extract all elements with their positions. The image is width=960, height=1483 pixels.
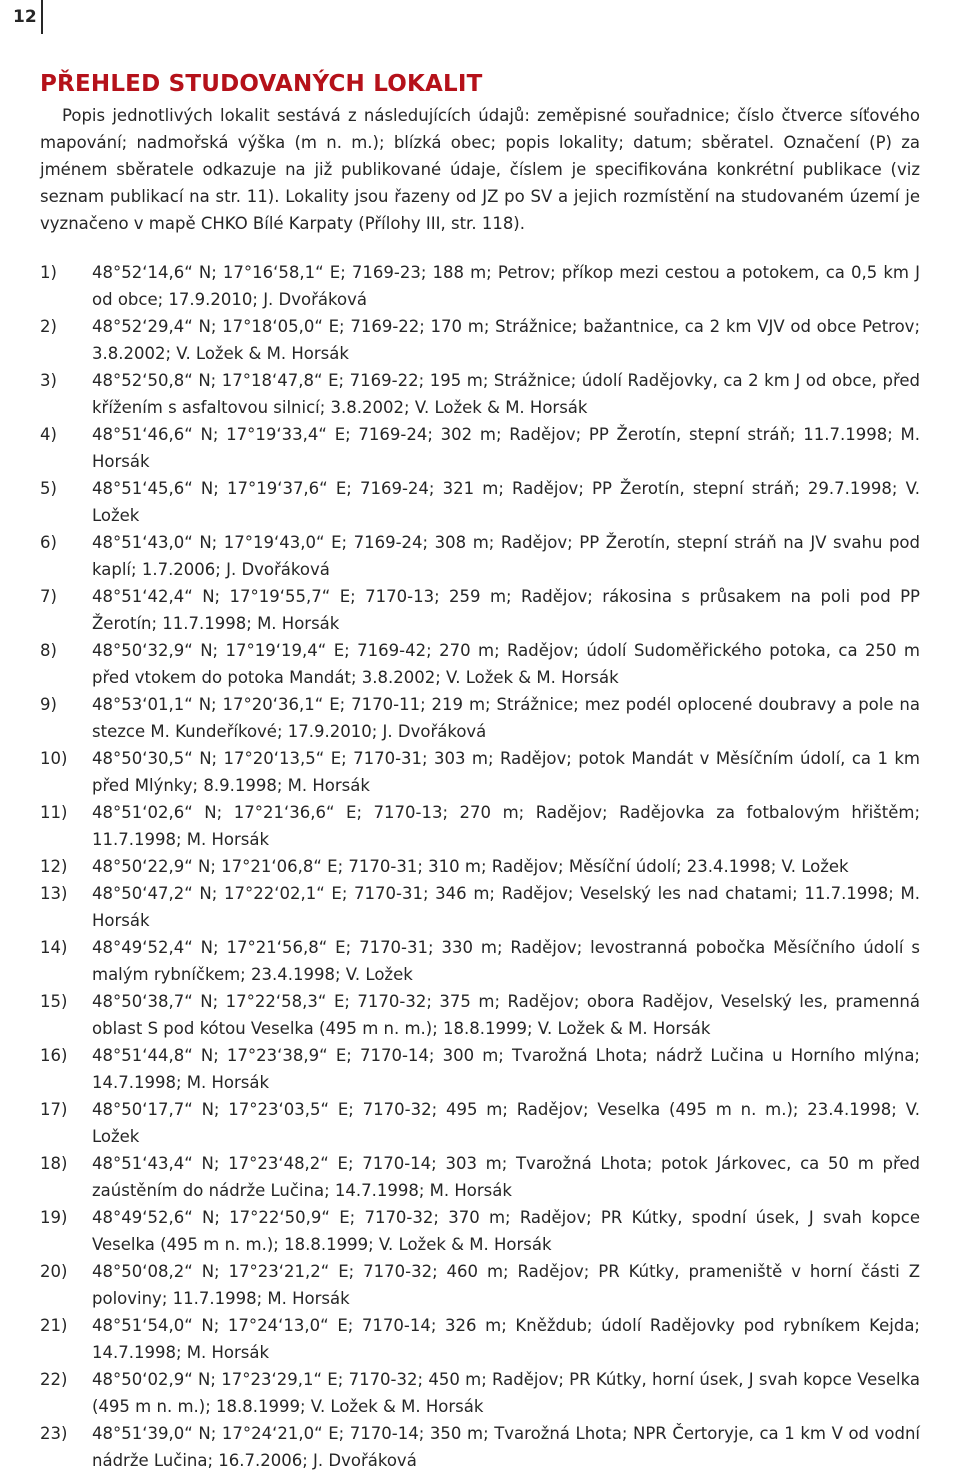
locality-description: 48°51‘42,4“ N; 17°19‘55,7“ E; 7170-13; 259 m; Radějov; rákosina s průsakem na poli pod PP Žerotín; 11.7.1998; M. Horsák (92, 587, 920, 633)
locality-description: 48°50‘22,9“ N; 17°21‘06,8“ E; 7170-31; 310 m; Radějov; Měsíční údolí; 23.4.1998; V. Ložek (92, 857, 849, 876)
locality-number: 11) (40, 803, 68, 822)
locality-number: 17) (40, 1100, 68, 1119)
locality-description: 48°51‘43,0“ N; 17°19‘43,0“ E; 7169-24; 308 m; Radějov; PP Žerotín, stepní stráň na JV svahu pod kaplí; 1.7.2006; J. Dvořáková (92, 533, 920, 579)
locality-description: 48°53‘01,1“ N; 17°20‘36,1“ E; 7170-11; 219 m; Strážnice; mez podél oplocené doubravy a pole na stezce M. Kundeříkové; 17.9.2010; J. Dvořáková (92, 695, 920, 741)
locality-number: 19) (40, 1208, 68, 1227)
locality-number: 5) (40, 479, 57, 498)
locality-item (40, 1258, 920, 1312)
locality-number: 18) (40, 1154, 68, 1173)
locality-item (40, 745, 920, 799)
locality-description: 48°52‘14,6“ N; 17°16‘58,1“ E; 7169-23; 188 m; Petrov; příkop mezi cestou a potokem, ca 0,5 km J od obce; 17.9.2010; J. Dvořáková (92, 263, 920, 309)
locality-item (40, 583, 920, 637)
locality-number: 10) (40, 749, 68, 768)
locality-item (40, 529, 920, 583)
locality-item (40, 988, 920, 1042)
locality-number: 13) (40, 884, 68, 903)
locality-description: 48°49‘52,6“ N; 17°22‘50,9“ E; 7170-32; 370 m; Radějov; PR Kútky, spodní úsek, J svah kopce Veselka (495 m n. m.); 18.8.1999; V. Ložek & M. Horsák (92, 1208, 920, 1254)
locality-description: 48°51‘39,0“ N; 17°24‘21,0“ E; 7170-14; 350 m; Tvarožná Lhota; NPR Čertoryje, ca 1 km V od vodní nádrže Lučina; 16.7.2006; J. Dvořáková (92, 1424, 920, 1470)
section-title: PŘEHLED STUDOVANÝCH LOKALIT (40, 71, 483, 97)
locality-description: 48°50‘47,2“ N; 17°22‘02,1“ E; 7170-31; 346 m; Radějov; Veselský les nad chatami; 11.7.1998; M. Horsák (92, 884, 920, 930)
locality-item (40, 475, 920, 529)
locality-number: 9) (40, 695, 57, 714)
locality-item (40, 1312, 920, 1366)
locality-number: 15) (40, 992, 68, 1011)
locality-number: 2) (40, 317, 57, 336)
locality-description: 48°49‘52,4“ N; 17°21‘56,8“ E; 7170-31; 330 m; Radějov; levostranná pobočka Měsíčního údolí s malým rybníčkem; 23.4.1998; V. Ložek (92, 938, 920, 984)
locality-description: 48°51‘54,0“ N; 17°24‘13,0“ E; 7170-14; 326 m; Kněždub; údolí Radějovky pod rybníkem Kejda; 14.7.1998; M. Horsák (92, 1316, 920, 1362)
locality-item (40, 421, 920, 475)
locality-item (40, 1096, 920, 1150)
locality-number: 7) (40, 587, 57, 606)
locality-item (40, 637, 920, 691)
locality-number: 6) (40, 533, 57, 552)
locality-number: 3) (40, 371, 57, 390)
locality-item (40, 1366, 920, 1420)
locality-description: 48°51‘44,8“ N; 17°23‘38,9“ E; 7170-14; 300 m; Tvarožná Lhota; nádrž Lučina u Horního mlýna; 14.7.1998; M. Horsák (92, 1046, 920, 1092)
locality-item (40, 799, 920, 853)
locality-description: 48°50‘30,5“ N; 17°20‘13,5“ E; 7170-31; 303 m; Radějov; potok Mandát v Měsíčním údolí, ca 1 km před Mlýnky; 8.9.1998; M. Horsák (92, 749, 920, 795)
page-number: 12 (13, 7, 37, 27)
page-content (40, 70, 920, 1474)
locality-number: 12) (40, 857, 68, 876)
locality-description: 48°50‘02,9“ N; 17°23‘29,1“ E; 7170-32; 450 m; Radějov; PR Kútky, horní úsek, J svah kopce Veselka (495 m n. m.); 18.8.1999; V. Ložek & M. Horsák (92, 1370, 920, 1416)
locality-number: 22) (40, 1370, 68, 1389)
locality-number: 20) (40, 1262, 68, 1281)
locality-item (40, 691, 920, 745)
locality-item (40, 853, 920, 880)
header-divider (41, 0, 43, 34)
page-header (0, 0, 960, 40)
locality-number: 1) (40, 263, 57, 282)
locality-number: 8) (40, 641, 57, 660)
locality-item (40, 1042, 920, 1096)
locality-description: 48°52‘29,4“ N; 17°18‘05,0“ E; 7169-22; 170 m; Strážnice; bažantnice, ca 2 km VJV od obce Petrov; 3.8.2002; V. Ložek & M. Horsák (92, 317, 920, 363)
locality-description: 48°50‘38,7“ N; 17°22‘58,3“ E; 7170-32; 375 m; Radějov; obora Radějov, Veselský les, pramenná oblast S pod kótou Veselka (495 m n. m.); 18.8.1999; V. Ložek & M. Horsák (92, 992, 920, 1038)
locality-item (40, 934, 920, 988)
locality-item (40, 1150, 920, 1204)
locality-item (40, 1204, 920, 1258)
locality-description: 48°51‘43,4“ N; 17°23‘48,2“ E; 7170-14; 303 m; Tvarožná Lhota; potok Járkovec, ca 50 m před zaústěním do nádrže Lučina; 14.7.1998; M. Horsák (92, 1154, 920, 1200)
locality-number: 14) (40, 938, 68, 957)
locality-item (40, 313, 920, 367)
locality-description: 48°51‘46,6“ N; 17°19‘33,4“ E; 7169-24; 302 m; Radějov; PP Žerotín, stepní stráň; 11.7.1998; M. Horsák (92, 425, 920, 471)
locality-item (40, 880, 920, 934)
locality-item (40, 1420, 920, 1474)
locality-item (40, 259, 920, 313)
intro-paragraph: Popis jednotlivých lokalit sestává z následujících údajů: zeměpisné souřadnice; číslo čtverce síťového mapování; nadmořská výška (m n. m.); blízká obec; popis lokality; datum; sběratel. Označení (P) za jménem sběratele odkazuje na již publikované údaje, číslem je specifikována konkrétní publikace (viz seznam publikací na str. 11). Lokality jsou řazeny od JZ po SV a jejich rozmístění na studovaném území je vyznačeno v mapě CHKO Bílé Karpaty (Přílohy III, str. 118). (40, 106, 920, 233)
locality-number: 16) (40, 1046, 68, 1065)
locality-description: 48°50‘08,2“ N; 17°23‘21,2“ E; 7170-32; 460 m; Radějov; PR Kútky, prameniště v horní části Z poloviny; 11.7.1998; M. Horsák (92, 1262, 920, 1308)
locality-number: 23) (40, 1424, 68, 1443)
locality-description: 48°50‘32,9“ N; 17°19‘19,4“ E; 7169-42; 270 m; Radějov; údolí Sudoměřického potoka, ca 250 m před vtokem do potoka Mandát; 3.8.2002; V. Ložek & M. Horsák (92, 641, 920, 687)
locality-number: 21) (40, 1316, 68, 1335)
locality-description: 48°50‘17,7“ N; 17°23‘03,5“ E; 7170-32; 495 m; Radějov; Veselka (495 m n. m.); 23.4.1998; V. Ložek (92, 1100, 920, 1146)
locality-number: 4) (40, 425, 57, 444)
locality-item (40, 367, 920, 421)
locality-description: 48°51‘45,6“ N; 17°19‘37,6“ E; 7169-24; 321 m; Radějov; PP Žerotín, stepní stráň; 29.7.1998; V. Ložek (92, 479, 920, 525)
locality-description: 48°52‘50,8“ N; 17°18‘47,8“ E; 7169-22; 195 m; Strážnice; údolí Radějovky, ca 2 km J od obce, před křížením s asfaltovou silnicí; 3.8.2002; V. Ložek & M. Horsák (92, 371, 920, 417)
locality-description: 48°51‘02,6“ N; 17°21‘36,6“ E; 7170-13; 270 m; Radějov; Radějovka za fotbalovým hřištěm; 11.7.1998; M. Horsák (92, 803, 920, 849)
locality-list (40, 259, 920, 1474)
